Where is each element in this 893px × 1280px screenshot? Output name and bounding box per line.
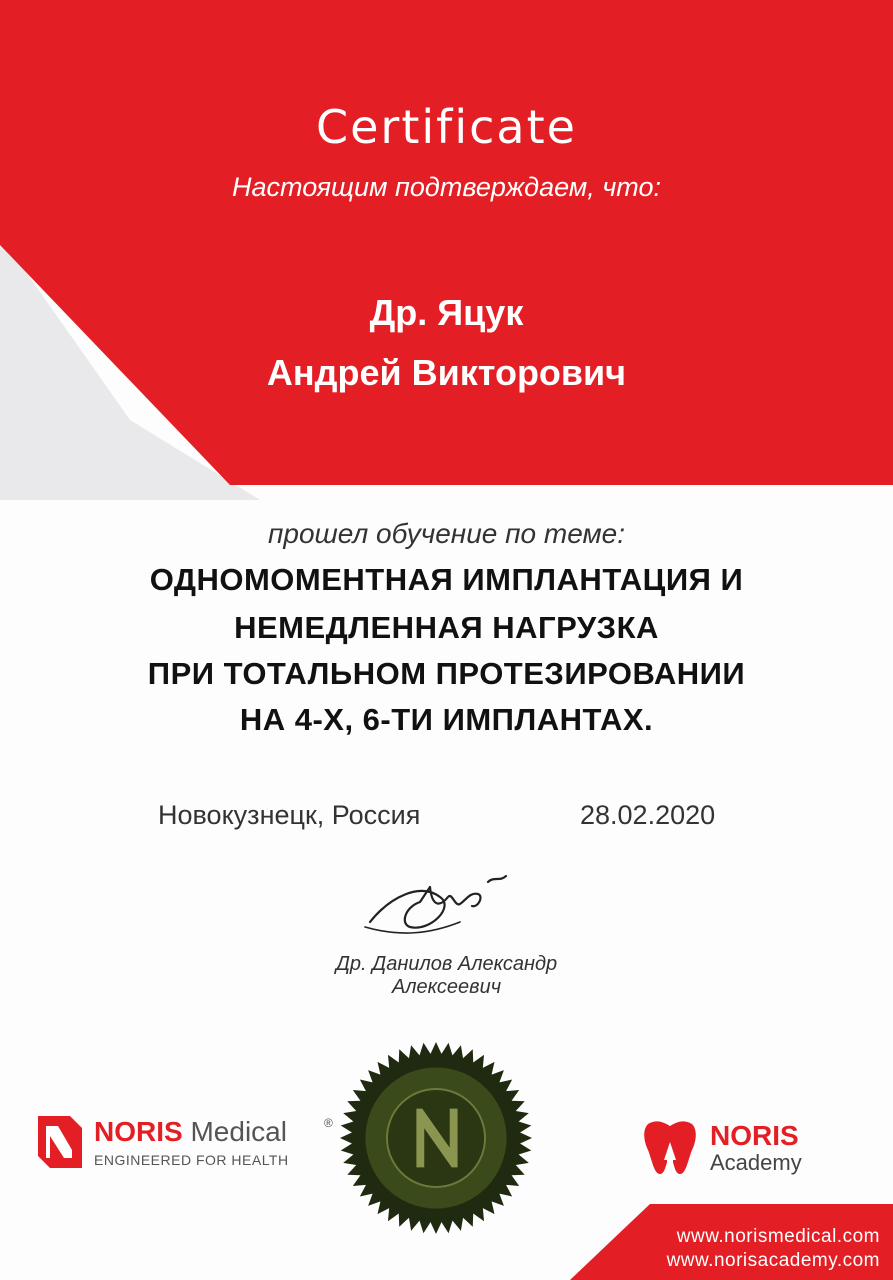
noris-brand: NORIS xyxy=(94,1116,183,1147)
noris-tagline: ENGINEERED FOR HEALTH xyxy=(94,1152,289,1168)
website-link-norismedical[interactable]: www.norismedical.com xyxy=(676,1226,880,1247)
medical-product: Medical xyxy=(190,1116,287,1147)
noris-medical-logo xyxy=(36,1110,333,1170)
course-intro: прошел обучение по теме: xyxy=(268,518,625,549)
gold-seal xyxy=(338,1040,534,1236)
academy-brand: NORIS xyxy=(710,1120,799,1151)
course-title-line: НА 4-Х, 6-ТИ ИМПЛАНТАХ. xyxy=(239,702,654,737)
certificate-title: Certificate xyxy=(316,100,577,154)
course-title-line: ОДНОМОМЕНТНАЯ ИМПЛАНТАЦИЯ И xyxy=(149,562,744,597)
academy-product: Academy xyxy=(710,1150,802,1175)
tooth-icon xyxy=(640,1116,700,1178)
location: Новокузнецк, Россия xyxy=(158,800,421,830)
signer-name-line2: Алексеевич xyxy=(391,976,502,998)
recipient-name-line1: Др. Яцук xyxy=(369,292,524,333)
course-title-line: НЕМЕДЛЕННАЯ НАГРУЗКА xyxy=(234,610,659,645)
noris-medical-wordmark xyxy=(94,1116,287,1148)
noris-logo-icon xyxy=(36,1110,84,1170)
registered-mark: ® xyxy=(324,1116,333,1130)
red-header-panel xyxy=(0,0,893,485)
noris-academy-logo xyxy=(640,1114,840,1184)
issue-date: 28.02.2020 xyxy=(580,800,716,830)
signer-name-line1: Др. Данилов Александр xyxy=(335,953,558,975)
confirmation-text: Настоящим подтверждаем, что: xyxy=(232,172,661,202)
signature xyxy=(360,852,540,942)
website-link-norisacademy[interactable]: www.norisacademy.com xyxy=(666,1250,880,1271)
recipient-name-line2: Андрей Викторович xyxy=(266,352,627,393)
course-title-line: ПРИ ТОТАЛЬНОМ ПРОТЕЗИРОВАНИИ xyxy=(147,656,746,691)
